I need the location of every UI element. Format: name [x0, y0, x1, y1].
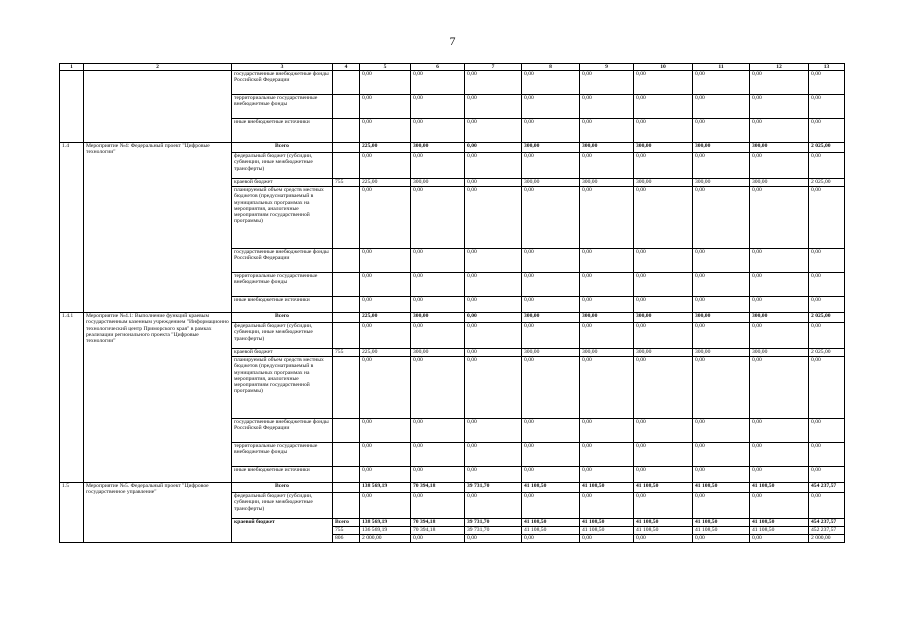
value-cell: 454 237,57 — [809, 483, 845, 493]
value-cell: 0,00 — [580, 187, 634, 249]
value-cell: 0,00 — [360, 95, 411, 119]
value-cell: 300,00 — [411, 349, 465, 357]
value-cell: 0,00 — [750, 95, 809, 119]
budget-code-cell: 755 — [333, 349, 360, 357]
value-cell: 225,00 — [360, 313, 411, 323]
value-cell: 0,00 — [693, 95, 750, 119]
funding-source-cell: государственные внебюджетные фонды Российской Федерации — [232, 71, 333, 95]
value-cell: 0,00 — [634, 323, 693, 349]
value-cell: 0,00 — [580, 153, 634, 179]
value-cell: 2 025,00 — [809, 349, 845, 357]
total-row — [60, 143, 845, 153]
value-cell: 2 000,00 — [809, 535, 845, 543]
value-cell: 41 108,50 — [580, 527, 634, 535]
value-cell: 41 108,50 — [750, 519, 809, 527]
value-cell: 0,00 — [580, 71, 634, 95]
value-cell: 300,00 — [580, 313, 634, 323]
budget-code-cell: 806 — [333, 535, 360, 543]
value-cell: 39 731,70 — [465, 527, 522, 535]
value-cell: 0,00 — [750, 187, 809, 249]
value-cell: 0,00 — [465, 419, 522, 443]
value-cell: 452 237,57 — [809, 527, 845, 535]
value-cell: 0,00 — [360, 249, 411, 273]
value-cell: 0,00 — [411, 443, 465, 467]
value-cell: 0,00 — [465, 143, 522, 153]
value-cell: 0,00 — [465, 187, 522, 249]
value-cell: 0,00 — [580, 357, 634, 419]
value-cell: 300,00 — [693, 179, 750, 187]
value-cell: 0,00 — [411, 467, 465, 483]
value-cell: 0,00 — [809, 419, 845, 443]
value-cell: 41 108,50 — [693, 527, 750, 535]
value-cell: 0,00 — [693, 357, 750, 419]
value-cell: 0,00 — [634, 443, 693, 467]
value-cell: 0,00 — [411, 187, 465, 249]
value-cell: 300,00 — [580, 349, 634, 357]
value-cell: 41 108,50 — [750, 483, 809, 493]
value-cell: 0,00 — [411, 323, 465, 349]
value-cell: 0,00 — [750, 493, 809, 519]
value-cell: 0,00 — [465, 273, 522, 297]
value-cell: 0,00 — [465, 443, 522, 467]
header-cell: 4 — [333, 64, 360, 71]
value-cell: 41 108,50 — [750, 527, 809, 535]
value-cell: 0,00 — [693, 273, 750, 297]
value-cell: 300,00 — [522, 179, 580, 187]
value-cell: 0,00 — [360, 357, 411, 419]
value-cell: 0,00 — [634, 467, 693, 483]
value-cell: 2 025,00 — [809, 313, 845, 323]
value-cell: 300,00 — [522, 143, 580, 153]
value-cell: 0,00 — [750, 249, 809, 273]
total-row — [60, 483, 845, 493]
budget-code-cell — [333, 273, 360, 297]
table-row — [60, 71, 845, 95]
header-cell: 10 — [634, 64, 693, 71]
value-cell: 0,00 — [411, 95, 465, 119]
value-cell: 0,00 — [360, 297, 411, 313]
budget-code-cell — [333, 153, 360, 179]
value-cell: 0,00 — [522, 187, 580, 249]
value-cell: 41 108,50 — [522, 519, 580, 527]
value-cell: 0,00 — [693, 187, 750, 249]
value-cell: 70 394,18 — [411, 483, 465, 493]
budget-code-cell — [333, 119, 360, 143]
value-cell: 0,00 — [809, 467, 845, 483]
item-name-cell: Мероприятие №4: Федеральный проект "Цифровые технологии" — [84, 143, 232, 313]
value-cell: 0,00 — [634, 119, 693, 143]
item-name-cell: Мероприятие №4.1: Выполнение функций краевым государственным казенным учреждением "Информационно технологический центр Приморского края" в рамках реализации регионального проекта "Цифровые технологии" — [84, 313, 232, 483]
budget-code-cell — [333, 483, 360, 493]
value-cell: 0,00 — [360, 323, 411, 349]
value-cell: 0,00 — [465, 535, 522, 543]
value-cell: 0,00 — [411, 297, 465, 313]
budget-code-cell — [333, 313, 360, 323]
value-cell: 0,00 — [809, 249, 845, 273]
value-cell: 0,00 — [750, 357, 809, 419]
value-cell: 0,00 — [522, 119, 580, 143]
value-cell: 0,00 — [465, 323, 522, 349]
value-cell: 0,00 — [809, 71, 845, 95]
value-cell: 0,00 — [809, 493, 845, 519]
budget-code-cell: 755 — [333, 527, 360, 535]
budget-code-cell — [333, 419, 360, 443]
value-cell: 41 108,50 — [693, 519, 750, 527]
table-body — [60, 64, 845, 543]
value-cell: 225,00 — [360, 349, 411, 357]
value-cell: 41 108,50 — [634, 519, 693, 527]
value-cell: 0,00 — [580, 467, 634, 483]
value-cell: 0,00 — [693, 323, 750, 349]
budget-code-cell — [333, 443, 360, 467]
value-cell: 0,00 — [693, 467, 750, 483]
value-cell: 0,00 — [411, 535, 465, 543]
item-number-cell: 1.4.1 — [60, 313, 84, 483]
value-cell: 0,00 — [750, 71, 809, 95]
item-number-cell: 1.5 — [60, 483, 84, 543]
value-cell: 0,00 — [522, 467, 580, 483]
budget-code-cell — [333, 249, 360, 273]
budget-code-cell — [333, 357, 360, 419]
value-cell: 0,00 — [580, 249, 634, 273]
value-cell: 300,00 — [580, 143, 634, 153]
value-cell: 0,00 — [522, 273, 580, 297]
value-cell: 41 108,50 — [522, 483, 580, 493]
funding-source-cell: Всего — [232, 313, 333, 323]
funding-source-cell: иные внебюджетные источники — [232, 119, 333, 143]
value-cell: 0,00 — [465, 179, 522, 187]
value-cell: 0,00 — [750, 443, 809, 467]
value-cell: 300,00 — [693, 349, 750, 357]
value-cell: 0,00 — [693, 71, 750, 95]
value-cell: 0,00 — [465, 467, 522, 483]
value-cell: 0,00 — [693, 249, 750, 273]
value-cell: 0,00 — [360, 467, 411, 483]
value-cell: 0,00 — [750, 297, 809, 313]
value-cell: 0,00 — [360, 493, 411, 519]
value-cell: 300,00 — [411, 179, 465, 187]
value-cell: 41 108,50 — [522, 527, 580, 535]
value-cell: 0,00 — [634, 187, 693, 249]
value-cell: 39 731,70 — [465, 483, 522, 493]
value-cell: 0,00 — [360, 419, 411, 443]
value-cell: 0,00 — [522, 443, 580, 467]
value-cell: 0,00 — [522, 297, 580, 313]
value-cell: 138 569,19 — [360, 519, 411, 527]
funding-source-cell: территориальные государственные внебюджетные фонды — [232, 443, 333, 467]
value-cell: 0,00 — [693, 119, 750, 143]
value-cell: 0,00 — [809, 443, 845, 467]
value-cell: 41 108,50 — [693, 483, 750, 493]
header-cell: 3 — [232, 64, 333, 71]
value-cell: 0,00 — [634, 297, 693, 313]
value-cell: 0,00 — [465, 95, 522, 119]
value-cell: 300,00 — [634, 179, 693, 187]
funding-source-cell: территориальные государственные внебюджетные фонды — [232, 273, 333, 297]
value-cell: 0,00 — [465, 249, 522, 273]
value-cell: 138 569,19 — [360, 483, 411, 493]
value-cell: 0,00 — [580, 443, 634, 467]
value-cell: 0,00 — [750, 273, 809, 297]
value-cell: 0,00 — [360, 153, 411, 179]
value-cell: 41 108,50 — [634, 483, 693, 493]
value-cell: 300,00 — [522, 349, 580, 357]
funding-source-cell: краевой бюджет — [232, 179, 333, 187]
header-cell: 8 — [522, 64, 580, 71]
budget-code-cell — [333, 71, 360, 95]
value-cell: 0,00 — [693, 493, 750, 519]
value-cell: 0,00 — [693, 443, 750, 467]
total-row — [60, 313, 845, 323]
value-cell: 0,00 — [580, 323, 634, 349]
value-cell: 41 108,50 — [634, 527, 693, 535]
value-cell: 0,00 — [411, 357, 465, 419]
value-cell: 300,00 — [634, 143, 693, 153]
budget-code-cell: 755 — [333, 179, 360, 187]
budget-code-cell — [333, 95, 360, 119]
value-cell: 0,00 — [522, 153, 580, 179]
value-cell: 0,00 — [360, 443, 411, 467]
funding-source-cell: Всего — [232, 483, 333, 493]
funding-source-cell: планируемый объем средств местных бюджетов (предусматриваемый в муниципальных программах на мероприятия, аналогичные мероприятиям государственной программы) — [232, 187, 333, 249]
value-cell: 0,00 — [411, 419, 465, 443]
value-cell: 300,00 — [750, 143, 809, 153]
value-cell: 0,00 — [411, 493, 465, 519]
budget-code-cell: Всего — [333, 519, 360, 527]
item-number-cell: 1.4 — [60, 143, 84, 313]
value-cell: 0,00 — [522, 357, 580, 419]
value-cell: 300,00 — [750, 313, 809, 323]
value-cell: 0,00 — [634, 95, 693, 119]
value-cell: 70 394,18 — [411, 527, 465, 535]
header-cell: 7 — [465, 64, 522, 71]
value-cell: 0,00 — [522, 493, 580, 519]
budget-code-cell — [333, 493, 360, 519]
header-cell: 13 — [809, 64, 845, 71]
value-cell: 225,00 — [360, 179, 411, 187]
header-cell: 6 — [411, 64, 465, 71]
header-cell: 11 — [693, 64, 750, 71]
value-cell: 0,00 — [580, 119, 634, 143]
value-cell: 0,00 — [465, 349, 522, 357]
value-cell: 0,00 — [360, 187, 411, 249]
value-cell: 0,00 — [809, 119, 845, 143]
value-cell: 0,00 — [411, 119, 465, 143]
funding-source-cell: государственные внебюджетные фонды Российской Федерации — [232, 249, 333, 273]
value-cell: 0,00 — [750, 467, 809, 483]
value-cell: 0,00 — [634, 493, 693, 519]
value-cell: 0,00 — [693, 297, 750, 313]
value-cell: 225,00 — [360, 143, 411, 153]
value-cell: 300,00 — [750, 349, 809, 357]
header-cell: 9 — [580, 64, 634, 71]
value-cell: 0,00 — [522, 323, 580, 349]
funding-source-cell: федеральный бюджет (субсидии, субвенции, иные межбюджетные трансферты) — [232, 323, 333, 349]
funding-source-cell: федеральный бюджет (субсидии, субвенции, иные межбюджетные трансферты) — [232, 153, 333, 179]
budget-code-cell — [333, 467, 360, 483]
value-cell: 0,00 — [750, 119, 809, 143]
value-cell: 300,00 — [693, 143, 750, 153]
value-cell: 300,00 — [634, 313, 693, 323]
value-cell: 0,00 — [465, 297, 522, 313]
header-cell: 12 — [750, 64, 809, 71]
value-cell: 300,00 — [750, 179, 809, 187]
value-cell: 0,00 — [580, 297, 634, 313]
value-cell: 0,00 — [580, 493, 634, 519]
value-cell: 0,00 — [465, 71, 522, 95]
item-name-cell — [84, 71, 232, 143]
budget-code-cell — [333, 297, 360, 313]
value-cell: 0,00 — [634, 357, 693, 419]
value-cell: 0,00 — [634, 273, 693, 297]
value-cell: 0,00 — [750, 419, 809, 443]
value-cell: 0,00 — [465, 313, 522, 323]
value-cell: 300,00 — [522, 313, 580, 323]
budget-table — [59, 63, 845, 543]
value-cell: 0,00 — [580, 95, 634, 119]
value-cell: 0,00 — [634, 535, 693, 543]
funding-source-cell: государственные внебюджетные фонды Российской Федерации — [232, 419, 333, 443]
funding-source-cell: территориальные государственные внебюджетные фонды — [232, 95, 333, 119]
item-number-cell — [60, 71, 84, 143]
value-cell: 0,00 — [580, 419, 634, 443]
funding-source-cell: краевой бюджет — [232, 349, 333, 357]
page-number: 7 — [449, 34, 456, 48]
value-cell: 0,00 — [411, 249, 465, 273]
value-cell: 0,00 — [634, 419, 693, 443]
value-cell: 0,00 — [360, 273, 411, 297]
value-cell: 0,00 — [750, 153, 809, 179]
value-cell: 0,00 — [580, 273, 634, 297]
value-cell: 0,00 — [522, 95, 580, 119]
value-cell: 0,00 — [580, 535, 634, 543]
value-cell: 300,00 — [411, 143, 465, 153]
value-cell: 300,00 — [693, 313, 750, 323]
value-cell: 0,00 — [809, 95, 845, 119]
budget-code-cell — [333, 323, 360, 349]
value-cell: 0,00 — [360, 71, 411, 95]
value-cell: 300,00 — [634, 349, 693, 357]
value-cell: 0,00 — [634, 71, 693, 95]
header-cell: 1 — [60, 64, 84, 71]
value-cell: 0,00 — [809, 323, 845, 349]
value-cell: 454 237,57 — [809, 519, 845, 527]
value-cell: 0,00 — [411, 153, 465, 179]
value-cell: 0,00 — [693, 153, 750, 179]
value-cell: 0,00 — [809, 187, 845, 249]
funding-source-cell: планируемый объем средств местных бюджетов (предусматриваемый в муниципальных программах на мероприятия, аналогичные мероприятиям государственной программы) — [232, 357, 333, 419]
value-cell: 0,00 — [750, 535, 809, 543]
value-cell: 39 731,70 — [465, 519, 522, 527]
value-cell: 2 025,00 — [809, 179, 845, 187]
item-name-cell: Мероприятие №5. Федеральный проект "Цифровое государственное управление" — [84, 483, 232, 543]
value-cell: 0,00 — [465, 493, 522, 519]
value-cell: 0,00 — [809, 357, 845, 419]
value-cell: 70 394,18 — [411, 519, 465, 527]
budget-code-cell — [333, 187, 360, 249]
value-cell: 0,00 — [522, 249, 580, 273]
funding-source-cell: иные внебюджетные источники — [232, 297, 333, 313]
funding-source-cell: Всего — [232, 143, 333, 153]
header-row — [60, 64, 845, 71]
funding-source-cell: федеральный бюджет (субсидии, субвенции, иные межбюджетные трансферты) — [232, 493, 333, 519]
value-cell: 136 569,19 — [360, 527, 411, 535]
value-cell: 0,00 — [809, 153, 845, 179]
value-cell: 0,00 — [809, 297, 845, 313]
funding-source-cell: краевой бюджет — [232, 519, 333, 543]
value-cell: 0,00 — [750, 323, 809, 349]
value-cell: 41 108,50 — [580, 483, 634, 493]
value-cell: 0,00 — [465, 119, 522, 143]
value-cell: 0,00 — [809, 273, 845, 297]
value-cell: 0,00 — [360, 119, 411, 143]
value-cell: 0,00 — [411, 71, 465, 95]
value-cell: 300,00 — [580, 179, 634, 187]
value-cell: 2 000,00 — [360, 535, 411, 543]
value-cell: 0,00 — [522, 419, 580, 443]
value-cell: 0,00 — [522, 535, 580, 543]
value-cell: 0,00 — [411, 273, 465, 297]
value-cell: 300,00 — [411, 313, 465, 323]
value-cell: 0,00 — [693, 419, 750, 443]
value-cell: 0,00 — [634, 249, 693, 273]
value-cell: 0,00 — [522, 71, 580, 95]
value-cell: 0,00 — [634, 153, 693, 179]
funding-source-cell: иные внебюджетные источники — [232, 467, 333, 483]
value-cell: 2 025,00 — [809, 143, 845, 153]
header-cell: 5 — [360, 64, 411, 71]
value-cell: 0,00 — [465, 153, 522, 179]
value-cell: 41 108,50 — [580, 519, 634, 527]
value-cell: 0,00 — [465, 357, 522, 419]
value-cell: 0,00 — [693, 535, 750, 543]
header-cell: 2 — [84, 64, 232, 71]
budget-code-cell — [333, 143, 360, 153]
